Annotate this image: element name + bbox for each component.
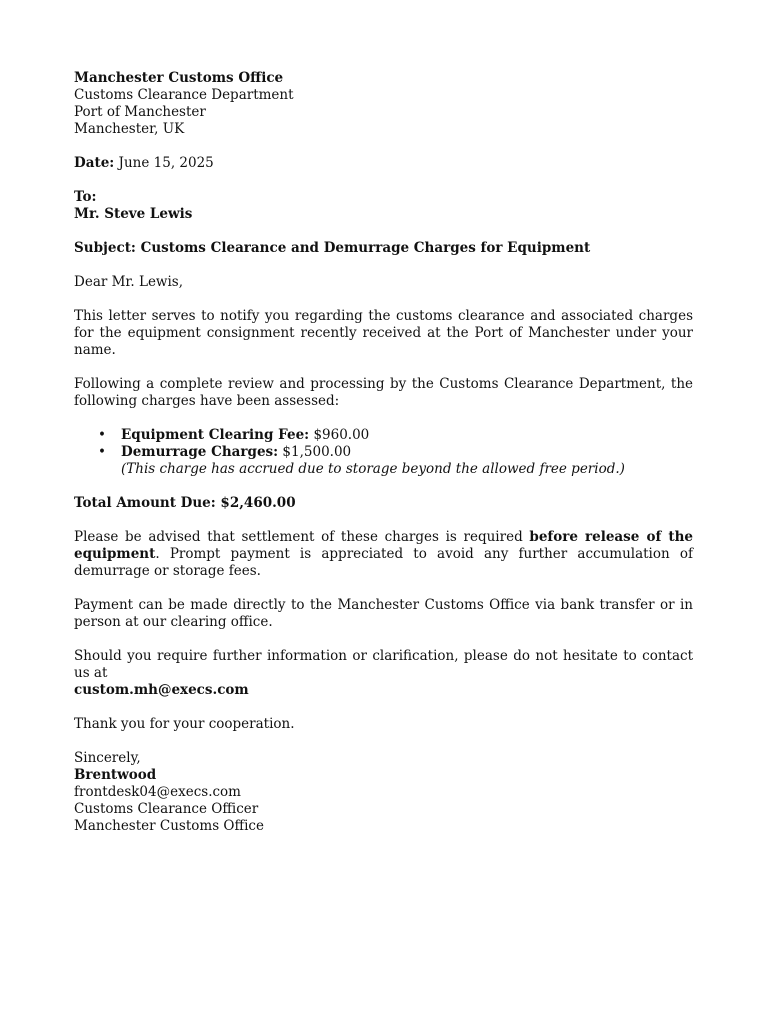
charge-label: Equipment Clearing Fee: [121,427,310,443]
charge-label: Demurrage Charges: [121,444,279,460]
signature-block [74,750,693,835]
contact-text: Should you require further information or clarification, please do not hesitate to contact us at [74,648,693,681]
subject-line [74,240,693,257]
date-value: June 15, 2025 [114,155,214,171]
paragraph-contact [74,648,693,699]
charges-list [74,427,693,478]
charge-item-clearing-fee [74,427,693,444]
subject-text: Subject: Customs Clearance and Demurrage Charges for Equipment [74,240,591,256]
signatory-name: Brentwood [74,767,157,783]
sender-block [74,70,693,138]
total-amount: Total Amount Due: $2,460.00 [74,495,296,511]
valediction: Sincerely, [74,750,141,766]
bullet-icon: • [98,427,106,443]
recipient-to-label: To: [74,189,97,205]
sender-name: Manchester Customs Office [74,70,284,86]
signatory-office: Manchester Customs Office [74,818,264,834]
settlement-text-2: . Prompt payment is appreciated to avoid any further accumulation of demurrage or storage fees. [74,546,693,579]
sender-port: Port of Manchester [74,104,206,120]
thanks-text: Thank you for your cooperation. [74,716,295,732]
sender-city: Manchester, UK [74,121,185,137]
sender-department: Customs Clearance Department [74,87,294,103]
total-line [74,495,693,512]
bullet-icon: • [98,444,106,460]
letter [74,70,693,835]
thanks-line [74,716,693,733]
salutation [74,274,693,291]
signatory-title: Customs Clearance Officer [74,801,259,817]
charge-note: (This charge has accrued due to storage beyond the allowed free period.) [121,461,625,477]
recipient-name: Mr. Steve Lewis [74,206,193,222]
paragraph-settlement [74,529,693,580]
date-label: Date: [74,155,115,171]
paragraph-payment: Payment can be made directly to the Manchester Customs Office via bank transfer or in person at our clearing office. [74,597,693,630]
salutation-text: Dear Mr. Lewis, [74,274,184,290]
date-line [74,155,693,172]
paragraph-charges-intro: Following a complete review and processing by the Customs Clearance Department, the following charges have been assessed: [74,376,693,409]
settlement-text-1: Please be advised that settlement of these charges is required [74,529,530,545]
paragraph-notification: This letter serves to notify you regarding the customs clearance and associated charges for the equipment consignment recently received at the Port of Manchester under your name. [74,308,693,358]
charge-value: $1,500.00 [278,444,352,460]
contact-email-link[interactable]: custom.mh@execs.com [74,682,249,698]
charge-item-demurrage [74,444,693,478]
recipient-block [74,189,693,223]
charge-value: $960.00 [309,427,370,443]
settlement-emphasis: before release of the equipment [74,529,693,562]
signatory-email-link[interactable]: frontdesk04@execs.com [74,784,241,800]
